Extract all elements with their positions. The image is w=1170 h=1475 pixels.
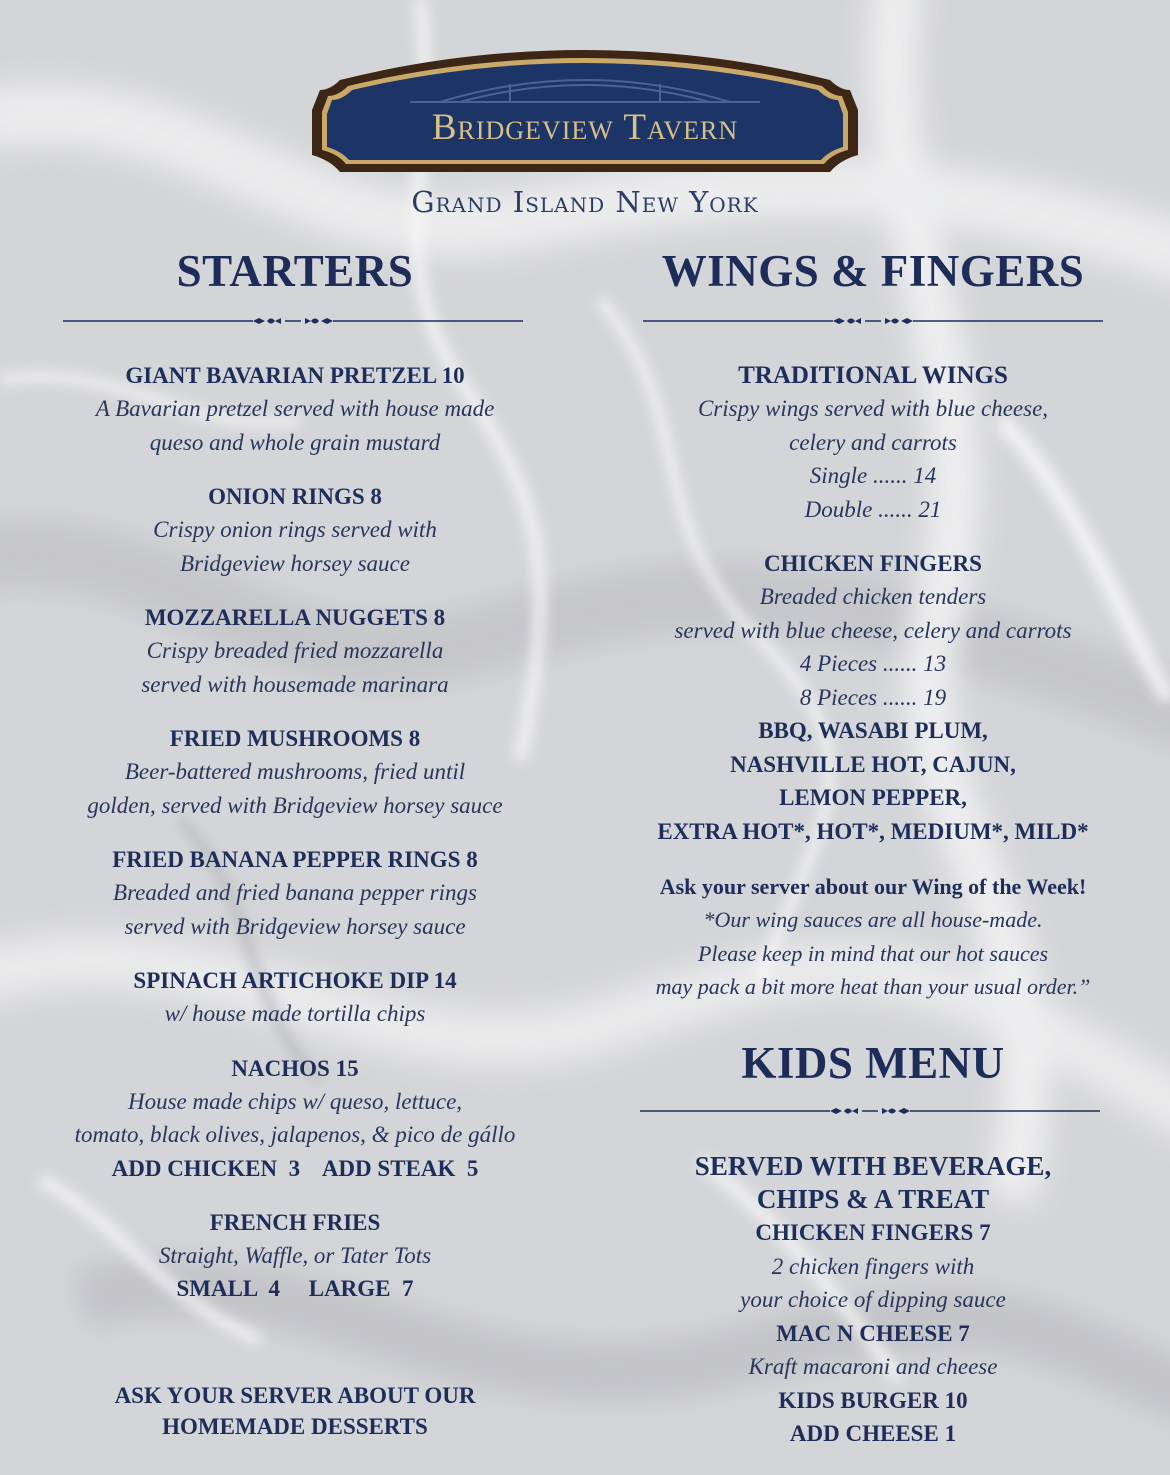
menu-item	[45, 1053, 545, 1185]
price-double: Double ...... 21	[804, 496, 942, 522]
wing-note	[628, 870, 1118, 1004]
price-8-pieces: 8 Pieces ...... 19	[799, 684, 947, 710]
item-name: FRIED BANANA PEPPER RINGS 8	[112, 847, 478, 872]
desserts-line: HOMEMADE DESSERTS	[162, 1414, 428, 1439]
item-desc: A Bavarian pretzel served with house made	[95, 396, 495, 421]
menu-item	[628, 360, 1118, 526]
item-name: KIDS BURGER 10	[778, 1387, 968, 1413]
item-sizes: SMALL 4 LARGE 7	[176, 1276, 414, 1301]
item-desc: Beer-battered mushrooms, fried until	[124, 759, 466, 784]
item-name: ADD CHEESE 1	[789, 1421, 957, 1446]
menu-item	[45, 360, 545, 459]
item-name: CHICKEN FINGERS 7	[755, 1220, 991, 1245]
item-desc: served with housemade marinara	[141, 671, 449, 697]
menu-item	[45, 723, 545, 822]
kids-list	[628, 1150, 1118, 1451]
sauce-line: BBQ, WASABI PLUM,	[758, 718, 988, 743]
item-desc: Straight, Waffle, or Tater Tots	[158, 1242, 432, 1268]
item-desc: tomato, black olives, jalapenos, & pico de gállo	[74, 1122, 516, 1147]
location-subtitle: Grand Island New York	[411, 185, 759, 219]
price-single: Single ...... 14	[809, 463, 937, 488]
price-4-pieces: 4 Pieces ...... 13	[799, 651, 947, 676]
item-desc: Crispy wings served with blue cheese,	[697, 396, 1049, 421]
item-desc: served with Bridgeview horsey sauce	[124, 913, 466, 939]
menu-item	[45, 965, 545, 1031]
ornament-divider	[640, 1104, 1100, 1118]
item-desc: Crispy breaded fried mozzarella	[146, 638, 444, 663]
item-name: MAC N CHEESE 7	[776, 1320, 970, 1346]
starters-title: STARTERS	[176, 246, 414, 296]
item-name: FRENCH FRIES	[209, 1209, 381, 1235]
item-desc: w/ house made tortilla chips	[164, 1001, 426, 1026]
ornament-divider	[63, 314, 523, 328]
item-desc: Crispy onion rings served with	[153, 517, 437, 542]
item-desc: House made chips w/ queso, lettuce,	[127, 1088, 463, 1114]
note-line: *Our wing sauces are all house-made.	[703, 907, 1043, 932]
menu-item	[45, 481, 545, 580]
item-desc: 2 chicken fingers with	[771, 1253, 975, 1279]
sauce-list	[628, 714, 1118, 848]
item-desc: Bridgeview horsey sauce	[180, 550, 410, 576]
starters-list	[45, 360, 545, 1327]
wings-list	[628, 360, 1118, 1004]
item-name: TRADITIONAL WINGS	[738, 362, 1008, 389]
note-line: Please keep in mind that our hot sauces	[697, 940, 1049, 966]
sauce-line: LEMON PEPPER,	[779, 785, 967, 810]
item-addons: ADD CHICKEN 3 ADD STEAK 5	[111, 1155, 479, 1181]
ornament-divider	[643, 314, 1103, 328]
item-name: MOZZARELLA NUGGETS 8	[144, 605, 446, 630]
menu-item	[628, 548, 1118, 714]
item-desc: served with blue cheese, celery and carrots	[674, 617, 1072, 643]
menu-item	[45, 602, 545, 701]
desserts-line: ASK YOUR SERVER ABOUT OUR	[114, 1383, 476, 1408]
item-desc: queso and whole grain mustard	[149, 429, 441, 455]
item-name: GIANT BAVARIAN PRETZEL 10	[125, 363, 465, 388]
logo-title: Bridgeview Tavern	[431, 107, 739, 148]
item-name: CHICKEN FINGERS	[764, 551, 982, 576]
item-desc: golden, served with Bridgeview horsey sauce	[87, 792, 503, 818]
item-desc: Breaded and fried banana pepper rings	[113, 880, 477, 905]
item-name: NACHOS 15	[231, 1055, 359, 1081]
wings-title: WINGS & FINGERS	[661, 246, 1085, 296]
item-name: ONION RINGS 8	[208, 484, 382, 509]
item-desc: celery and carrots	[789, 429, 957, 455]
item-desc: Breaded chicken tenders	[759, 584, 987, 609]
item-name: SPINACH ARTICHOKE DIP 14	[133, 968, 457, 993]
item-desc: your choice of dipping sauce	[740, 1287, 1006, 1312]
kids-title: KIDS MENU	[741, 1038, 1005, 1088]
menu-item	[45, 1207, 545, 1306]
wing-of-week: Ask your server about our Wing of the Week!	[659, 874, 1087, 899]
sauce-line: EXTRA HOT*, HOT*, MEDIUM*, MILD*	[657, 818, 1089, 844]
item-desc: Kraft macaroni and cheese	[748, 1354, 998, 1379]
menu-item	[45, 844, 545, 943]
note-line: may pack a bit more heat than your usual order.”	[655, 974, 1091, 999]
item-name: FRIED MUSHROOMS 8	[169, 726, 421, 751]
kids-intro: CHIPS & A TREAT	[756, 1184, 990, 1214]
desserts-note	[45, 1380, 545, 1442]
bridgeview-tavern-logo	[310, 50, 860, 175]
sauce-line: NASHVILLE HOT, CAJUN,	[730, 751, 1016, 777]
kids-intro: SERVED WITH BEVERAGE,	[694, 1151, 1052, 1181]
